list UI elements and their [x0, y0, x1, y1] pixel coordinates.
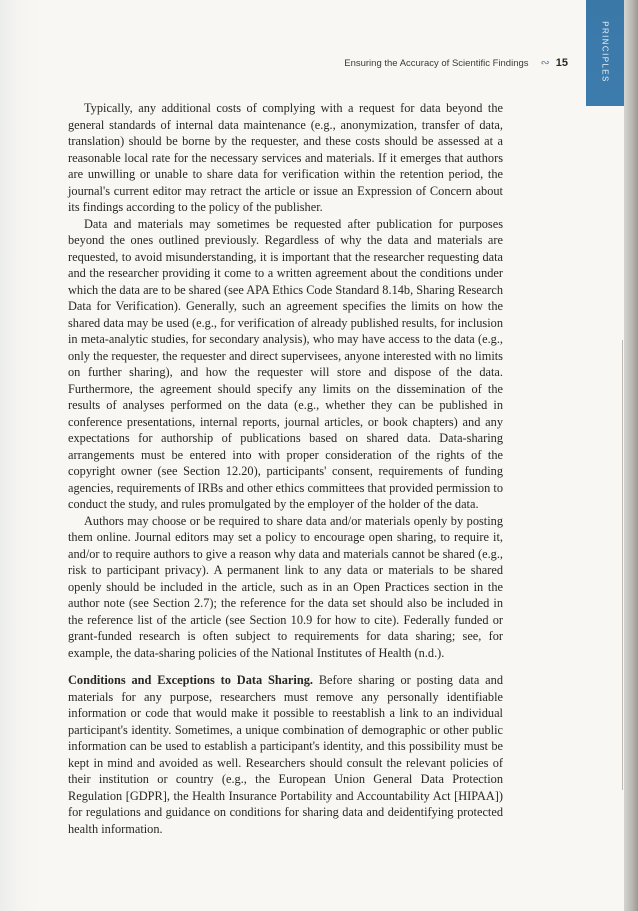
page-edge-line — [622, 340, 623, 790]
section-body: Before sharing or posting data and materials for any purpose, researchers must remove any personally identifiable information or code that would make it possible to reestablish a link to an individual participant's identity. Sometimes, a unique combination of demographic or other public information can be used to establish a participant's identity, and this possibility must be kept in mind and avoided as well. Researchers should consult the relevant policies of their institution or country (e.g., the European Union General Data Protection Regulation [GDPR], the Health Insurance Portability and Accountability Act [HIPAA]) for regulations and guidance on conditions for sharing data and deidentifying protected health information. — [68, 673, 504, 836]
body-text — [68, 100, 503, 837]
running-head-title: Ensuring the Accuracy of Scientific Findings — [344, 58, 529, 69]
running-head — [0, 56, 568, 69]
section-thumb-label: PRINCIPLES — [600, 21, 610, 83]
ornament-icon: ∾ — [540, 57, 550, 69]
paragraph-data-requests: Data and materials may sometimes be requested after publication for purposes beyond the ones outlined previously. Regardless of why the data and materials are requested, to avoid misunderstanding, it is important that the researcher requesting data and the researcher providing it come to a written agreement about the conditions under which the data are to be shared (see APA Ethics Code Standard 8.14b, Sharing Research Data for Verification). Generally, such an agreement specifies the limits on how the shared data may be used (e.g., for verification of already published results, for inclusion in meta-analytic studies, for secondary analysis), who may have access to the data (e.g., only the requester, the requester and direct supervisees, anyone interested with no limits on further sharing), and how the requester will store and dispose of the data. Furthermore, the agreement should specify any limits on the dissemination of the results of analyses performed on the data (e.g., whether they can be published in conference presentations, internal reports, journal articles, or book chapters) and any expectations for authorship of publications based on shared data. Data-sharing arrangements must be entered into with proper consideration of the rights of the copyright owner (see Section 12.20), participants' consent, requirements of funding agencies, requirements of IRBs and other ethics committees that provided permission to conduct the study, and rules promulgated by the employer of the holder of the data. — [68, 216, 503, 511]
section-heading: Conditions and Exceptions to Data Sharing. — [68, 673, 313, 687]
section-data-sharing-conditions — [68, 672, 503, 837]
page-number: 15 — [555, 57, 568, 69]
paragraph-data-costs: Typically, any additional costs of complying with a request for data beyond the general standards of internal data maintenance (e.g., anonymization, transfer of data, translation) should be borne by the requester, and these costs should be assessed at a reasonable local rate for the necessary services and materials. If it emerges that authors are unwilling or unable to share data for verification within the retention period, the journal's current editor may retract the article or issue an Expression of Concern about its findings according to the policy of the publisher. — [68, 101, 503, 214]
page-edge-shadow — [624, 0, 638, 911]
paragraph-open-sharing: Authors may choose or be required to share data and/or materials openly by posting them online. Journal editors may set a policy to encourage open sharing, to require it, and/or to require authors to give a reason why data and materials cannot be shared (e.g., risk to participant privacy). A permanent link to any data or materials to be shared openly should be included in the article, such as in an Open Practices section in the author note (see Section 2.7); the reference for the data set should also be included in the reference list of the article (see Section 10.9 for how to cite). Federally funded or grant-funded research is often subject to requirements for data sharing; see, for example, the data-sharing policies of the National Institutes of Health (n.d.). — [68, 513, 503, 660]
section-thumb-tab — [586, 0, 624, 106]
